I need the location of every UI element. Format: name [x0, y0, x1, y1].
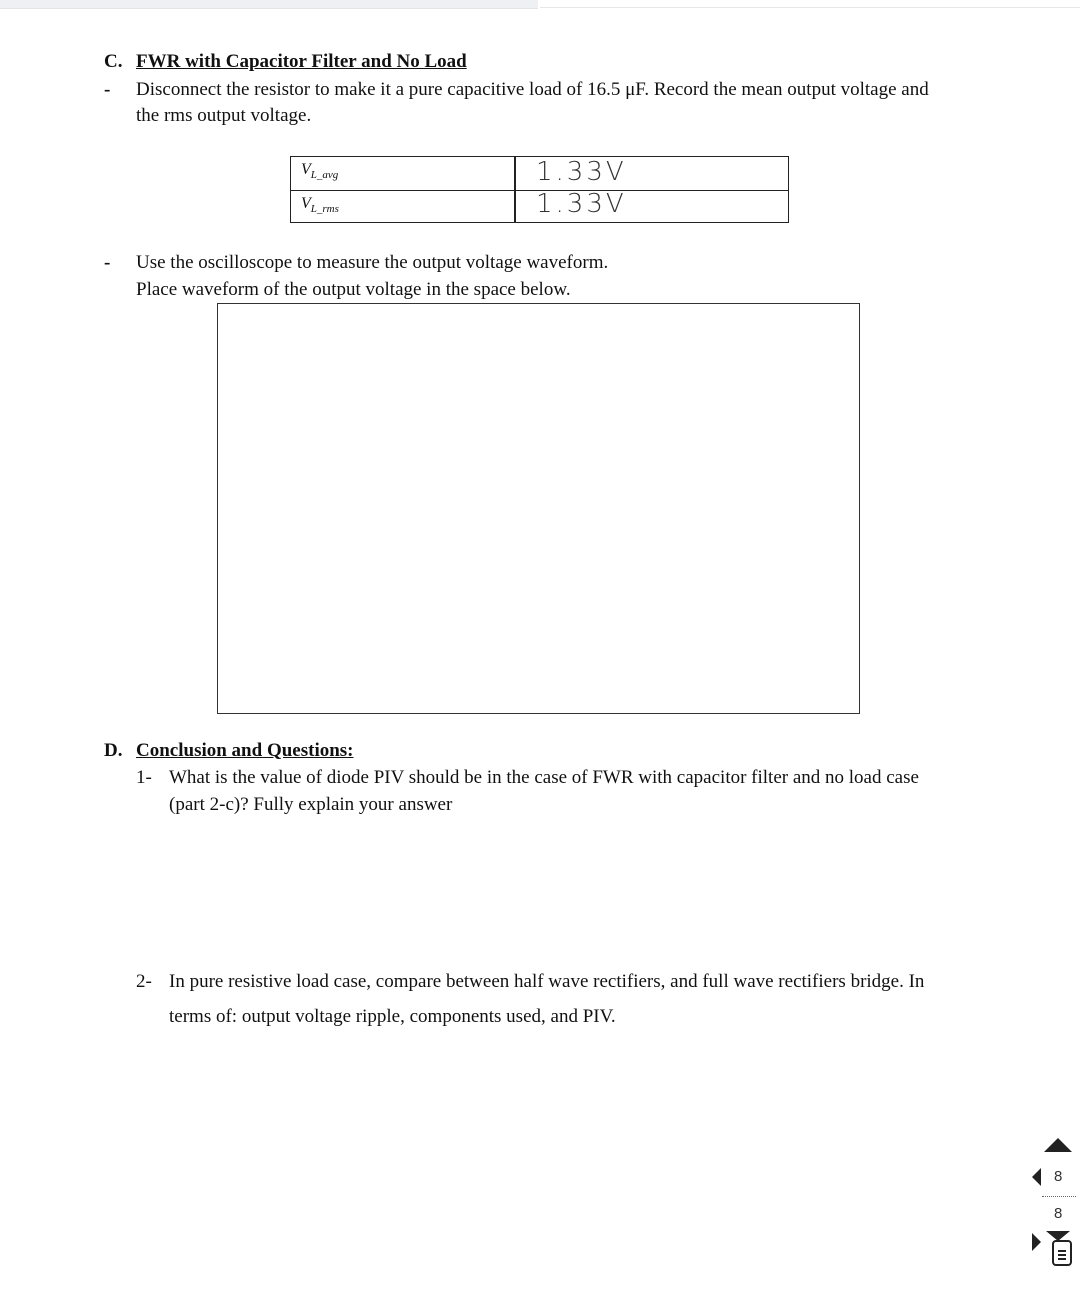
question-2-line-1: In pure resistive load case, compare between half wave rectifiers, and full wave rectifiers bridge. In: [169, 971, 925, 992]
measurement-table: [290, 156, 789, 223]
question-1-number: 1-: [136, 767, 152, 788]
vl-avg-value: 1.33V: [536, 157, 627, 187]
question-1-line-2: (part 2-c)? Fully explain your answer: [169, 794, 453, 815]
bullet-1-line-1: Disconnect the resistor to make it a pure capacitive load of 16.5 μF. Record the mean output voltage and: [136, 79, 929, 100]
waveform-answer-box: [217, 303, 860, 714]
question-1-line-1: What is the value of diode PIV should be in the case of FWR with capacitor filter and no load case: [169, 767, 919, 788]
section-c-title: FWR with Capacitor Filter and No Load: [136, 51, 467, 72]
next-page-arrow-icon[interactable]: [1032, 1233, 1041, 1251]
bullet-2-line-1: Use the oscilloscope to measure the output voltage waveform.: [136, 252, 609, 273]
section-c-letter: C.: [104, 51, 123, 72]
bullet-1-line-2: the rms output voltage.: [136, 105, 312, 126]
vl-rms-value: 1.33V: [536, 189, 627, 219]
page-navigator: [1040, 1132, 1080, 1282]
question-2-line-2: terms of: output voltage ripple, components used, and PIV.: [169, 1006, 616, 1027]
top-bar-left: [0, 0, 538, 9]
scroll-up-triangle-icon[interactable]: [1044, 1138, 1072, 1152]
bullet-2-line-2: Place waveform of the output voltage in the space below.: [136, 279, 571, 300]
top-bar-right-line: [540, 7, 1080, 8]
top-toolbar-strip: [0, 0, 1080, 9]
vl-avg-label: $V_{L\_avg}$: [301, 161, 339, 182]
bullet-2-dash: -: [104, 252, 111, 273]
section-d-title: Conclusion and Questions:: [136, 740, 354, 761]
vl-rms-label: $V_{L\_rms}$: [301, 195, 339, 216]
total-page-number: 8: [1054, 1205, 1063, 1222]
question-2-number: 2-: [136, 971, 152, 992]
table-row-rms: [291, 190, 788, 223]
page-separator: [1042, 1194, 1076, 1197]
bullet-1-dash: -: [104, 79, 111, 100]
current-page-number: 8: [1054, 1168, 1063, 1185]
page-view-icon[interactable]: [1052, 1240, 1072, 1266]
table-row-avg: [291, 157, 788, 189]
section-d-letter: D.: [104, 740, 123, 761]
previous-page-arrow-icon[interactable]: [1032, 1168, 1041, 1186]
